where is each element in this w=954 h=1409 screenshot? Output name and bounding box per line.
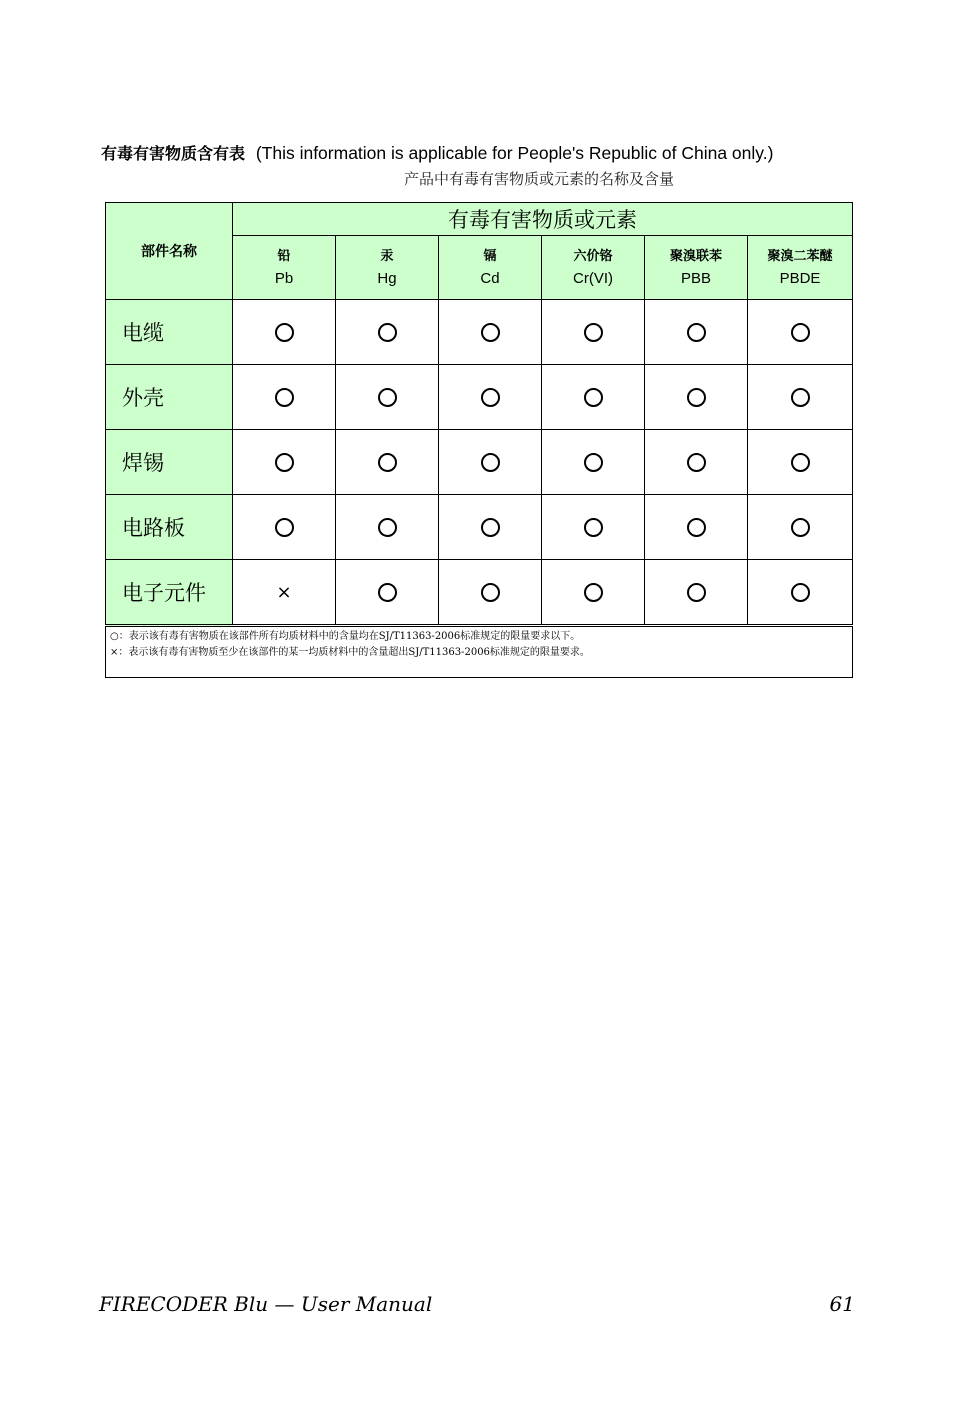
footer-title: FIRECODER Blu — User Manual (99, 1292, 433, 1316)
part-name-header: 部件名称 (106, 203, 233, 300)
mark-cell (336, 560, 439, 626)
part-name-cell: 电缆 (106, 300, 233, 365)
substance-name: 聚溴二苯醚 (767, 248, 833, 264)
mark-cell (748, 365, 853, 430)
compliant-circle-icon (481, 388, 500, 407)
compliant-circle-icon (584, 583, 603, 602)
compliant-circle-icon (791, 518, 810, 537)
table-row (106, 365, 853, 430)
compliant-circle-icon (687, 453, 706, 472)
table-row (106, 430, 853, 495)
mark-cell (336, 365, 439, 430)
heading-english: (This information is applicable for People's Republic of China only.) (255, 143, 774, 163)
mark-cell (439, 365, 542, 430)
table-notes (106, 626, 853, 678)
compliant-circle-icon (275, 518, 294, 537)
mark-cell (748, 300, 853, 365)
substance-symbol: Cd (480, 269, 500, 287)
part-name-cell: 电子元件 (106, 560, 233, 626)
compliant-circle-icon (584, 323, 603, 342)
substance-group-header: 有毒有害物质或元素 (233, 203, 853, 236)
page-footer (99, 1292, 859, 1320)
mark-cell (439, 560, 542, 626)
compliant-circle-icon (481, 518, 500, 537)
mark-cell (645, 495, 748, 560)
mark-cell (542, 560, 645, 626)
mark-cell (542, 430, 645, 495)
substance-symbol: PBDE (779, 269, 821, 287)
compliant-circle-icon (275, 453, 294, 472)
mark-cell (748, 430, 853, 495)
substance-header-pbde (748, 236, 853, 300)
table-caption: 产品中有毒有害物质或元素的名称及含量 (404, 170, 675, 188)
compliant-circle-icon (378, 518, 397, 537)
mark-cell (233, 560, 336, 626)
substance-name: 六价铬 (573, 248, 613, 264)
mark-cell (233, 300, 336, 365)
mark-cell (645, 430, 748, 495)
mark-cell (336, 300, 439, 365)
compliant-circle-icon (687, 583, 706, 602)
table-row (106, 495, 853, 560)
mark-cell (233, 430, 336, 495)
substance-name: 铅 (277, 248, 291, 264)
table-row (106, 300, 853, 365)
page-number: 61 (829, 1292, 855, 1316)
mark-cell (542, 300, 645, 365)
compliant-circle-icon (378, 323, 397, 342)
compliant-circle-icon (687, 388, 706, 407)
substance-symbol: Pb (274, 269, 294, 287)
mark-cell (748, 495, 853, 560)
mark-cell (645, 365, 748, 430)
hazardous-substances-table (105, 202, 853, 678)
part-name-cell: 电路板 (106, 495, 233, 560)
mark-cell (336, 495, 439, 560)
compliant-circle-icon (584, 388, 603, 407)
exceeds-cross-icon: × (276, 581, 292, 603)
substance-header-pbb (645, 236, 748, 300)
mark-cell (645, 300, 748, 365)
substance-header-cadmium (439, 236, 542, 300)
compliant-circle-icon (378, 453, 397, 472)
mark-cell (439, 430, 542, 495)
mark-cell (336, 430, 439, 495)
compliant-circle-icon (481, 453, 500, 472)
substance-header-lead (233, 236, 336, 300)
part-name-cell: 焊锡 (106, 430, 233, 495)
mark-cell (542, 365, 645, 430)
compliant-circle-icon (687, 518, 706, 537)
substance-symbol: Cr(VI) (573, 269, 613, 287)
substance-symbol: Hg (377, 269, 397, 287)
compliant-circle-icon (791, 453, 810, 472)
mark-cell (645, 560, 748, 626)
heading-chinese: 有毒有害物质含有表 (101, 144, 246, 163)
note-line: ×：表示该有毒有害物质至少在该部件的某一均质材料中的含量超出SJ/T11363-2006标准规定的限量要求。 (110, 647, 590, 658)
compliant-circle-icon (481, 583, 500, 602)
compliant-circle-icon (791, 388, 810, 407)
compliant-circle-icon (791, 323, 810, 342)
compliant-circle-icon (584, 453, 603, 472)
compliant-circle-icon (275, 323, 294, 342)
compliant-circle-icon (378, 583, 397, 602)
substance-name: 汞 (380, 248, 394, 264)
substance-symbol: PBB (680, 269, 711, 287)
mark-cell (439, 495, 542, 560)
compliant-circle-icon (687, 323, 706, 342)
part-name-cell: 外壳 (106, 365, 233, 430)
compliant-circle-icon (584, 518, 603, 537)
substance-name: 聚溴联苯 (669, 248, 722, 264)
substance-header-chromium (542, 236, 645, 300)
compliant-circle-icon (275, 388, 294, 407)
table-row (106, 560, 853, 626)
mark-cell (542, 495, 645, 560)
compliant-circle-icon (378, 388, 397, 407)
mark-cell (233, 495, 336, 560)
mark-cell (233, 365, 336, 430)
section-heading (101, 142, 861, 165)
mark-cell (439, 300, 542, 365)
substance-header-mercury (336, 236, 439, 300)
note-line: ○：表示该有毒有害物质在该部件所有均质材料中的含量均在SJ/T11363-2006标准规定的限量要求以下。 (110, 631, 581, 642)
mark-cell (748, 560, 853, 626)
substance-name: 镉 (483, 248, 497, 264)
compliant-circle-icon (481, 323, 500, 342)
compliant-circle-icon (791, 583, 810, 602)
